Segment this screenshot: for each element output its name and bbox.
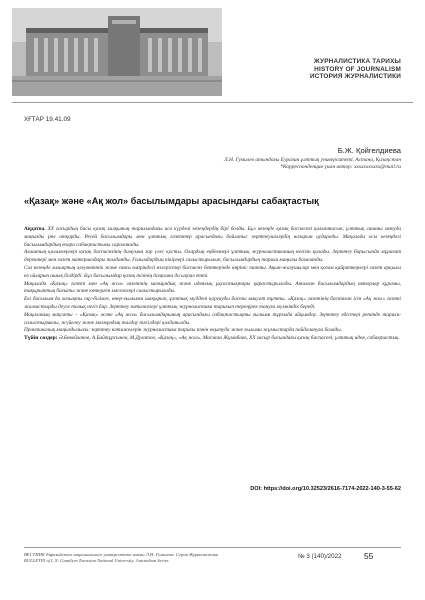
abstract-paragraph [24, 226, 401, 249]
keywords-text: Ә.Бөкейханов, А.Байтұрсынов, М.Дулатов, «Қазақ», «Ақ жол», Мағжан Жұмабаев, ХХ ғасыр басындағы қазақ баспасөзі, ұлттық идея, сабақтастық. [58, 335, 400, 342]
journal-heading-en: HISTORY OF JOURNALISM [314, 65, 401, 73]
journal-heading-ru: ИСТОРИЯ ЖУРНАЛИСТИКИ [310, 73, 401, 81]
header-divider [12, 102, 413, 103]
article-title: «Қазақ» және «Ақ жол» басылымдары арасындағы сабақтастық [24, 196, 319, 206]
keywords-lead: Түйін сөздер: [24, 335, 58, 342]
abstract-paragraph: Алаштың қаламгерлері қазақ баспасөзінің дамуына зор үлес қосты. Олардың еңбектері ұлттық журналистиканың негізін қалады. Зерттеу барысында мұрағат деректері мен газет материалдары талданды. Ғалымдардың пікірлері салыстырылып, басылымдардың тарихи маңызы бағаланды. [24, 249, 401, 264]
abstract-block [24, 226, 401, 343]
abstract-paragraph: Мақалада «Қазақ» газеті мен «Ақ жол» газетінің мазмұндық және идеялық ұқсастықтары қарастырылады. Аталған басылымдардың авторлар құрамы, тақырыптық бағыты және көтерген мәселелері салыстырылады. [24, 280, 401, 295]
page-number: 55 [364, 551, 374, 561]
abstract-paragraph: Екі басылым да халықты оқу-білімге, өнер-ғылымға шақырып, ұлттық мүддені қорғауды басты мақсат тұтты. «Қазақ» газетінің бастаған ісін «Ақ жол» газеті жалғастырды деуге толық негіз бар. Зерттеу нәтижелері ұлттық журналистика тарихын тереңірек тануға мүмкіндік береді. [24, 296, 401, 310]
affiliation-line: Л.Н. Гумилев атындағы Еуразия ұлттық университеті, Астана, Қазақстан [223, 157, 401, 163]
footer-journal-ru: ВЕСТНИК Евразийского национального университета имени Л.Н. Гумилева. Серия Журналистика [24, 552, 219, 557]
abstract-lead: Аңдатпа. [24, 226, 46, 232]
footer-journal-en: BULLETIN of L.N. Gumilyov Eurasian National University. Journalism Series [24, 558, 169, 564]
corresponding-author-line: *Корреспонденция үшін автор: xxxxxxxxxxx@mail.ru [280, 164, 401, 170]
doi-link[interactable]: DOI: https://doi.org/10.32523/2616-7174-2022-140-3-55-62 [250, 486, 401, 492]
journal-section-heading [310, 58, 401, 81]
abstract-paragraph: Практикалық маңыздылығы: зерттеу нәтижелерін журналистика тарихы пәнін оқытуда және ғылыми жұмыстарда пайдалануға болады. [24, 327, 343, 334]
keywords-paragraph [24, 335, 401, 343]
footer-divider [24, 547, 401, 548]
university-building-image [12, 8, 222, 96]
footer-journal-name [24, 552, 218, 564]
abstract-paragraph: Сол кезеңде халықтың әлеуметтік және саяси өміріндегі өзгерістер баспасөз беттерінде көрініс тапты. Ақын-жазушылар мен қоғам қайраткерлері газет арқылы өз ойларын ашық білдірді. Бұл басылымдар қазақ тілінің дамуына да ықпал етті. [24, 264, 401, 279]
author-affiliation [224, 157, 401, 171]
udc-code: ХҒТАР 19.41.09 [24, 116, 71, 123]
issue-number: № 3 (140)/2022 [298, 553, 342, 560]
journal-heading-kz: ЖУРНАЛИСТИКА ТАРИХЫ [313, 58, 401, 65]
author-name: Б.Ж. Қойгелдиева [337, 146, 401, 155]
abstract-paragraph: Мақаланың мақсаты – «Қазақ» және «Ақ жол» басылымдарының арасындағы сабақтастықты ғылыми тұрғыда айқындау. Зерттеу әдістері ретінде тарихи-салыстырмалы, жүйелеу және мазмұндық талдау тәсілдері қолданылды. [24, 311, 401, 326]
abstract-text: ХХ ғасырдың басы қазақ халқының тарихындағы аса күрделі кезеңдердің бірі болды. Бұл кезеңде қазақ баспасөзі қалыптасып, ұлттық сананы оятуда маңызды рөл атқарды. Ресей басылымдары мен ұлттық газеттер арасындағы байланыс зерттеушілердің назарын аударады. Мақалада осы кезеңдегі басылымдардың өзара сабақтастығы сараланады. [24, 226, 402, 248]
